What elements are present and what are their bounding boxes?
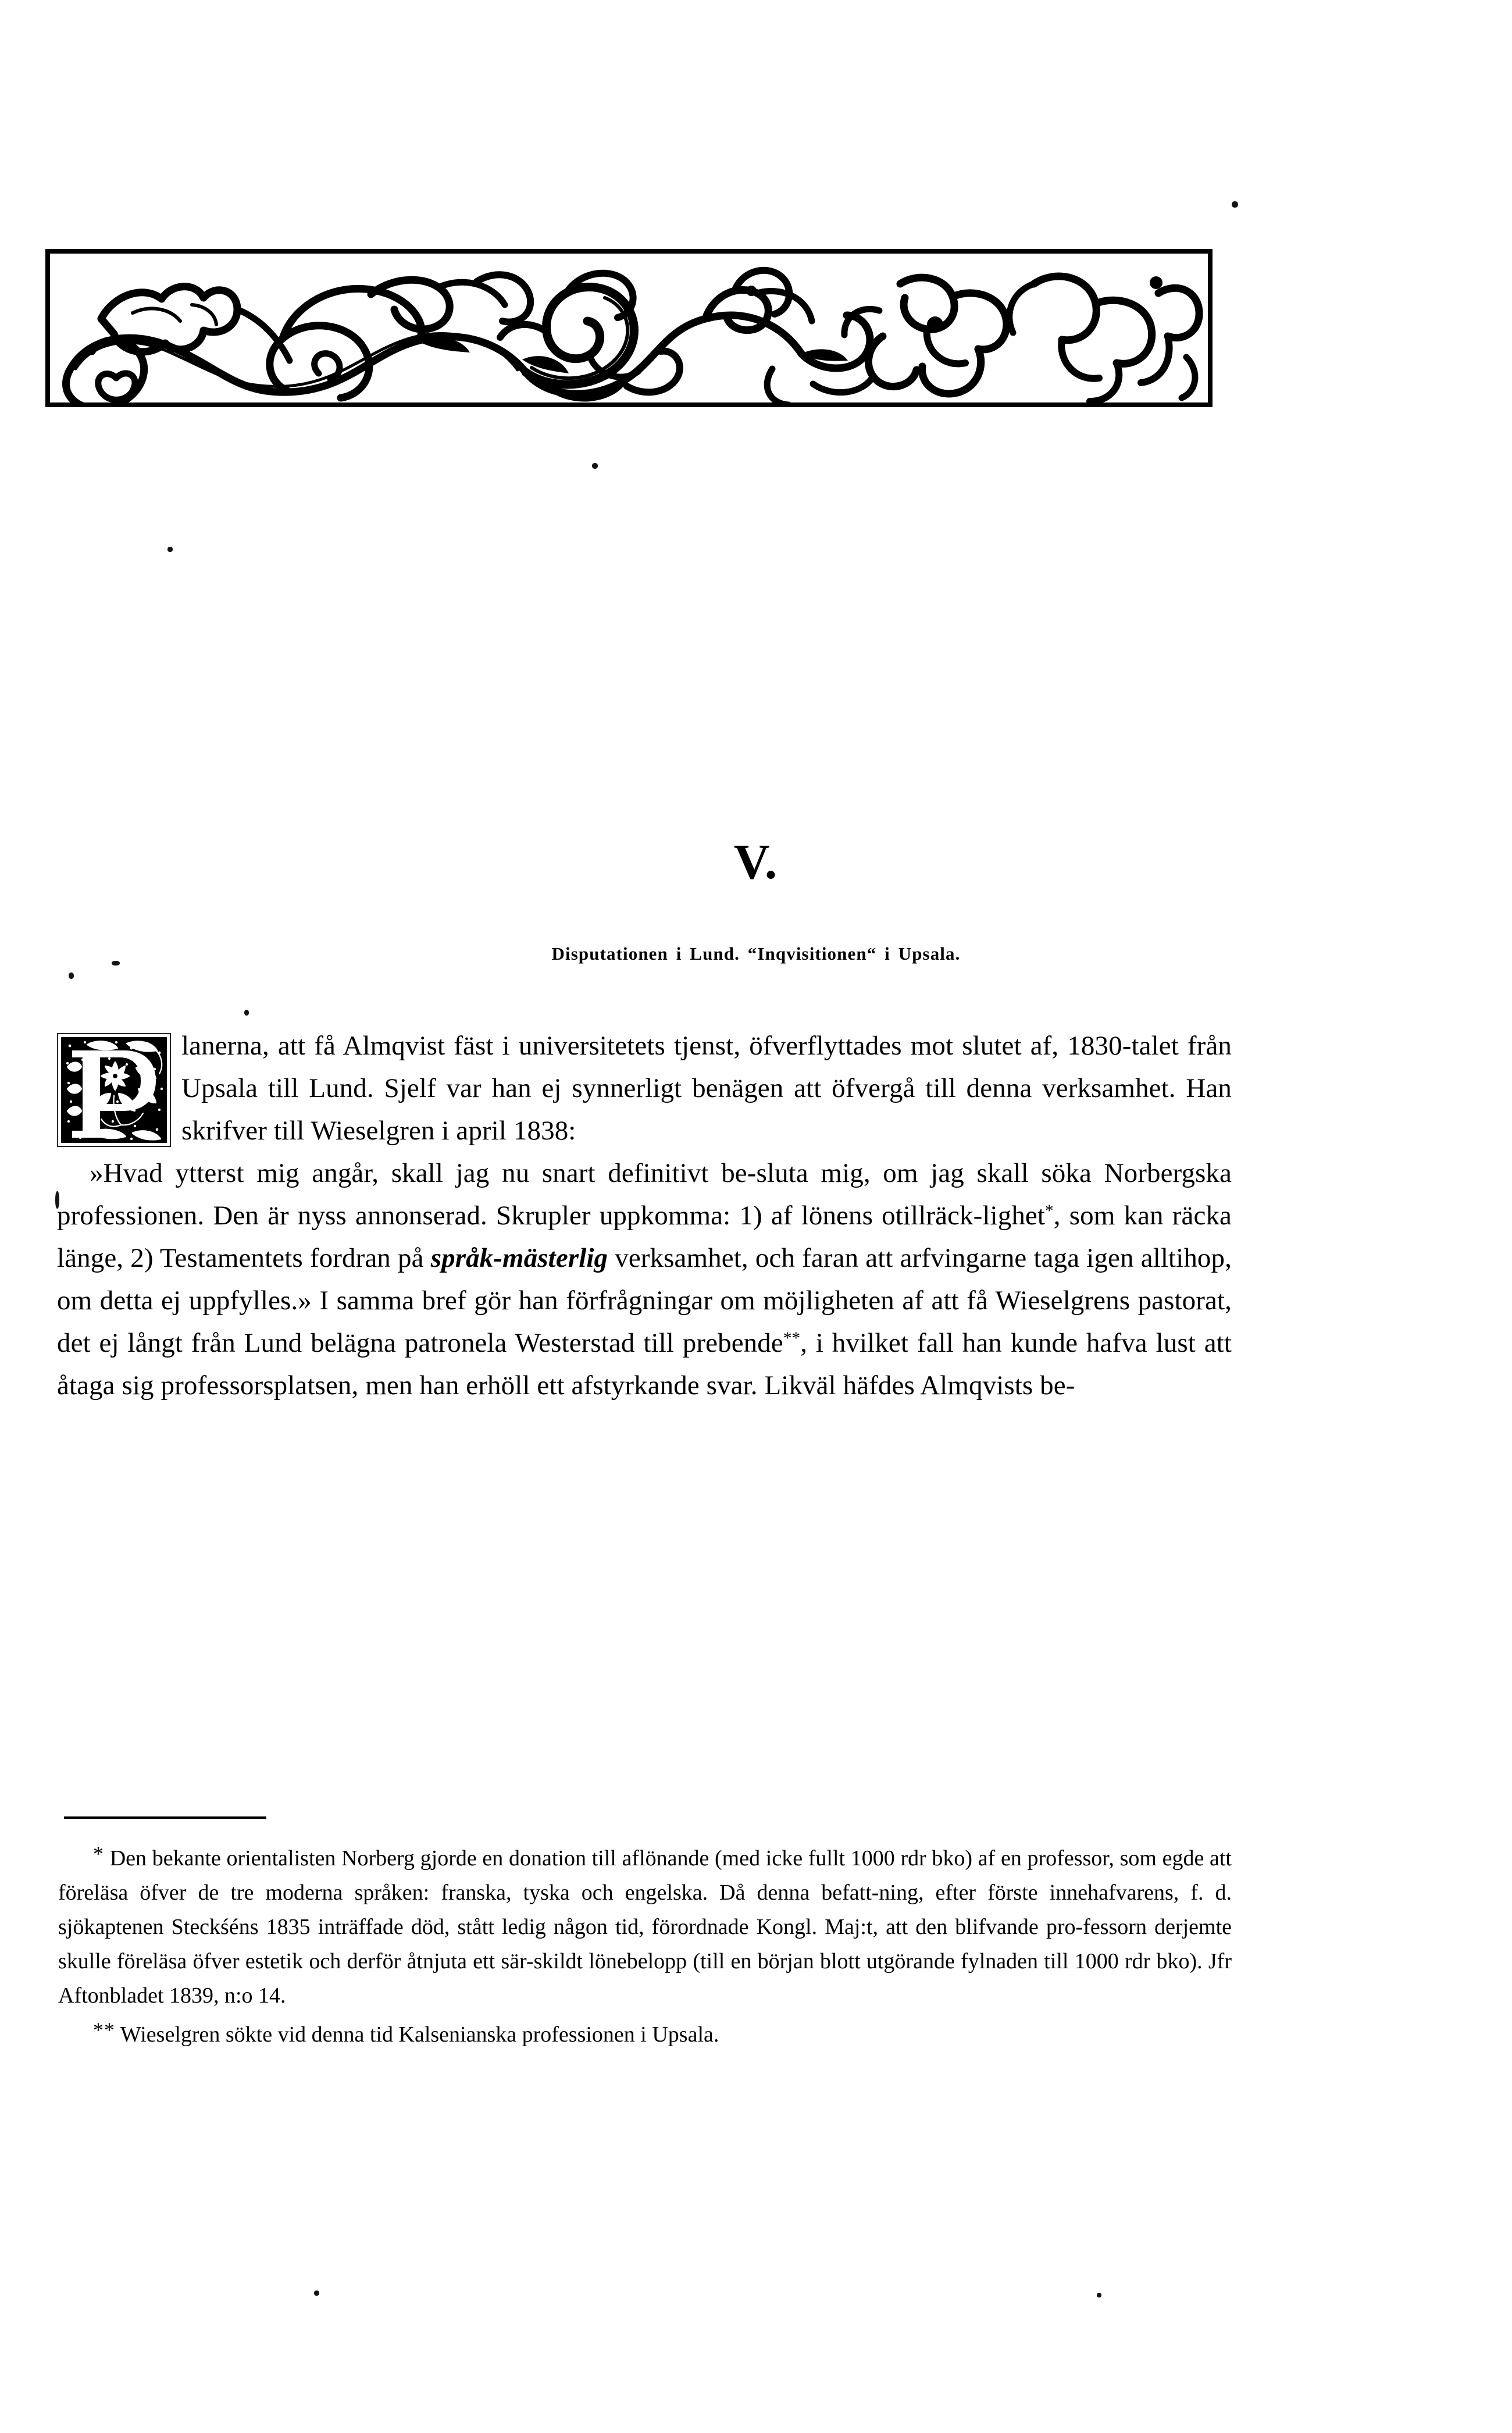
body-text-tail: , i hvilket fall han kunde hafva lust att åtaga sig professorsplatsen, men han erhöll ett afstyrkande svar. Likväl häfdes Almqvists be- — [57, 1328, 1232, 1401]
footnote-block — [58, 1837, 1232, 2052]
body-paragraph-quotation — [57, 1152, 1232, 1407]
footnote-separator-rule — [64, 1816, 266, 1819]
scan-speckle — [1097, 2293, 1101, 2297]
scan-speckle — [244, 1010, 249, 1016]
footnote-text: Den bekante orientalisten Norberg gjorde en donation till aflönande (med icke fullt 1000 rdr bko) af en professor, som egde att föreläsa öfver de tre moderna språken: franska, tyska och engelska. Då denna befatt-ning, efter förste innehafvarens, f. d. sjökaptenen Steckśéns 1835 inträffade död, stått ledig någon tid, förordnade Kongl. Maj:t, att den blifvande pro-fessorn derjemte skulle föreläsa öfver estetik och derför åtnjuta ett sär-skildt lönebelopp (till en början blott utgörande fylnaden till 1000 rdr bko). Jfr Aftonbladet 1839, n:o 14. — [58, 1846, 1232, 2008]
footnote-ref-asterisk: * — [1045, 1202, 1054, 1221]
footnote-marker-asterisk: * — [93, 1842, 105, 1865]
scan-speckle — [69, 973, 74, 979]
scan-speckle — [1232, 201, 1238, 208]
footnote-item — [58, 2013, 1232, 2052]
section-subtitle: Disputationen i Lund. “Inqvisitionen“ i Upsala. — [551, 943, 961, 964]
body-paragraph-opening — [57, 1025, 1232, 1152]
quote-part-2: , som kan räcka länge, 2) Testamentets fordran på — [57, 1201, 1232, 1273]
footnote-item — [58, 1837, 1232, 2013]
body-text — [57, 1025, 1232, 1407]
footnote-marker-double-asterisk: ** — [93, 2018, 116, 2042]
scan-speckle — [592, 463, 598, 469]
quote-part-1: »Hvad ytterst mig angår, skall jag nu snart definitivt be-sluta mig, om jag skall söka Norbergska professionen. Den är nyss annonserad. Skrupler uppkomma: 1) af lönens otillräck-lighet — [57, 1158, 1232, 1231]
quote-part-3: verksamhet, och faran att arfvingarne taga igen alltihop, om detta ej uppfylles.» I samma bref gör han förfrågningar om möjligheten af att få Wieselgrens pastorat, det ej långt från Lund belägna patronela Westerstad till prebende — [57, 1243, 1232, 1358]
quote-italic-sprakmasterlig: språk-mästerlig — [430, 1243, 608, 1273]
footnote-text: Wieselgren sökte vid denna tid Kalsenianska professionen i Upsala. — [115, 2022, 719, 2047]
body-text-part-a: lanerna, att få Almqvist fäst i universitetets tjenst, öfverflyttades mot slutet af, 1830-talet från Upsala till Lund. Sjelf var han ej synnerligt benägen att öfvergå till denna verksamhet. Han skrifver till Wieselgren i april 1838: — [181, 1031, 1232, 1146]
acanthus-scroll-headpiece-ornament — [45, 249, 1213, 407]
page-title: V. — [733, 833, 779, 889]
footnote-ref-double-asterisk: ** — [783, 1329, 801, 1348]
scan-speckle — [314, 2290, 319, 2296]
scan-speckle — [167, 547, 173, 552]
floriated-initial-p-dropcap — [57, 1033, 171, 1147]
